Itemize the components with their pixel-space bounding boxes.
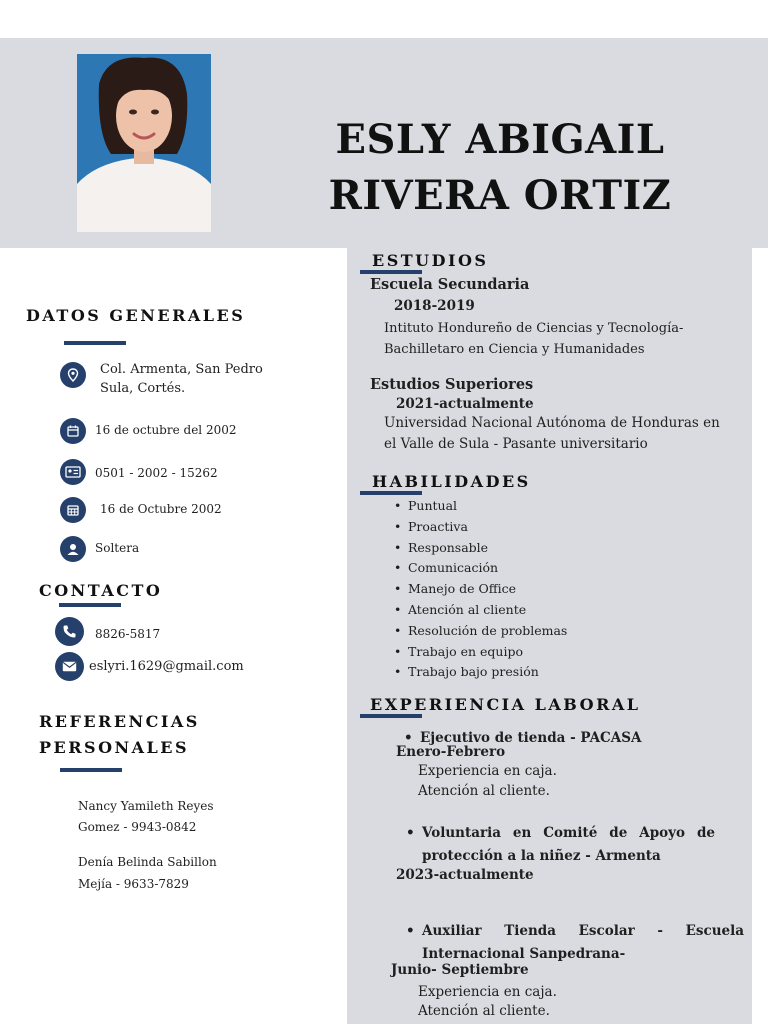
experiencia-underline — [360, 714, 422, 718]
skill-item: • Resolución de problemas — [408, 621, 567, 642]
skill-item: • Manejo de Office — [408, 579, 567, 600]
skill-item: • Trabajo en equipo — [408, 642, 567, 663]
job-2-dates: 2023-actualmente — [396, 867, 534, 883]
secondary-school-line2: Bachilletaro en Ciencia y Humanidades — [384, 342, 645, 357]
job-1-duty-2: Atención al cliente. — [418, 783, 550, 799]
contacto-title: CONTACTO — [39, 581, 163, 600]
skill-item: • Puntual — [408, 496, 567, 517]
habilidades-underline — [360, 491, 422, 495]
address-text: Col. Armenta, San Pedro Sula, Cortés. — [100, 362, 263, 396]
job-3-duty-2: Atención al cliente. — [418, 1003, 550, 1019]
estudios-title: ESTUDIOS — [372, 251, 489, 270]
birthdate-text: 16 de octubre del 2002 — [95, 423, 237, 437]
date-text: 16 de Octubre 2002 — [100, 502, 222, 516]
referencias-title-line1: REFERENCIAS — [39, 712, 200, 731]
job-3-title-line2: Internacional Sanpedrana- — [422, 946, 626, 962]
job-1-title-text: Ejecutivo de tienda - PACASA — [420, 730, 642, 746]
referencias-underline — [60, 768, 122, 772]
job-1-dates: Enero-Febrero — [396, 744, 506, 760]
skill-item: • Responsable — [408, 538, 567, 559]
calendar-icon — [60, 418, 86, 444]
secondary-school-years: 2018-2019 — [394, 298, 475, 314]
job-2-title-line2: protección a la niñez - Armenta — [422, 848, 661, 864]
experiencia-title: EXPERIENCIA LABORAL — [370, 695, 641, 714]
datos-generales-underline — [64, 341, 126, 345]
habilidades-title: HABILIDADES — [372, 472, 531, 491]
profile-portrait-illustration — [77, 54, 211, 232]
datos-generales-title: DATOS GENERALES — [26, 306, 246, 325]
higher-studies-line2: el Valle de Sula - Pasante universitario — [384, 436, 648, 452]
higher-studies-years: 2021-actualmente — [396, 396, 534, 412]
calendar-grid-icon — [60, 497, 86, 523]
id-number-text: 0501 - 2002 - 15262 — [95, 466, 218, 480]
reference-1-name: Nancy Yamileth Reyes — [78, 799, 214, 813]
skill-item: • Comunicación — [408, 558, 567, 579]
job-1-duty-1: Experiencia en caja. — [418, 763, 557, 779]
location-pin-icon — [60, 362, 86, 388]
reference-2-name: Denía Belinda Sabillon — [78, 855, 217, 869]
referencias-title-line2: PERSONALES — [39, 738, 190, 757]
skill-item: • Trabajo bajo presión — [408, 662, 567, 683]
estudios-underline — [360, 270, 422, 274]
skills-list — [408, 496, 567, 683]
full-name: ESLY ABIGAIL RIVERA ORTIZ — [328, 116, 672, 219]
job-2-title-line1 — [406, 825, 715, 841]
job-3-dates: Junio- Septiembre — [391, 962, 529, 978]
phone-text: 8826-5817 — [95, 627, 161, 641]
contacto-underline — [59, 603, 121, 607]
higher-studies-title: Estudios Superiores — [370, 376, 534, 393]
job-3-title-line1 — [406, 923, 744, 939]
job-2-bullet: • — [406, 825, 415, 841]
secondary-school-line1: Intituto Hondureño de Ciencias y Tecnología- — [384, 321, 684, 336]
job-2-title-line1-text: Voluntaria en Comité de Apoyo de — [422, 825, 715, 841]
skill-item: • Atención al cliente — [408, 600, 567, 621]
email-icon — [55, 652, 84, 681]
reference-1-phone: Gomez - 9943-0842 — [78, 820, 197, 834]
skill-item: • Proactiva — [408, 517, 567, 538]
profile-photo — [77, 54, 211, 232]
email-text: eslyri.1629@gmail.com — [89, 659, 244, 674]
higher-studies-line1: Universidad Nacional Autónoma de Honduras en — [384, 415, 720, 431]
job-3-bullet: • — [406, 923, 415, 939]
job-3-title-line1-text: Auxiliar Tienda Escolar - Escuela — [422, 923, 744, 939]
job-3-duty-1: Experiencia en caja. — [418, 984, 557, 1000]
phone-icon — [55, 617, 84, 646]
civil-status-text: Soltera — [95, 541, 140, 555]
reference-2-phone: Mejía - 9633-7829 — [78, 877, 189, 891]
secondary-school-title: Escuela Secundaria — [370, 276, 530, 293]
person-icon — [60, 536, 86, 562]
job-1-bullet: • — [404, 730, 413, 746]
id-card-icon — [60, 459, 86, 485]
